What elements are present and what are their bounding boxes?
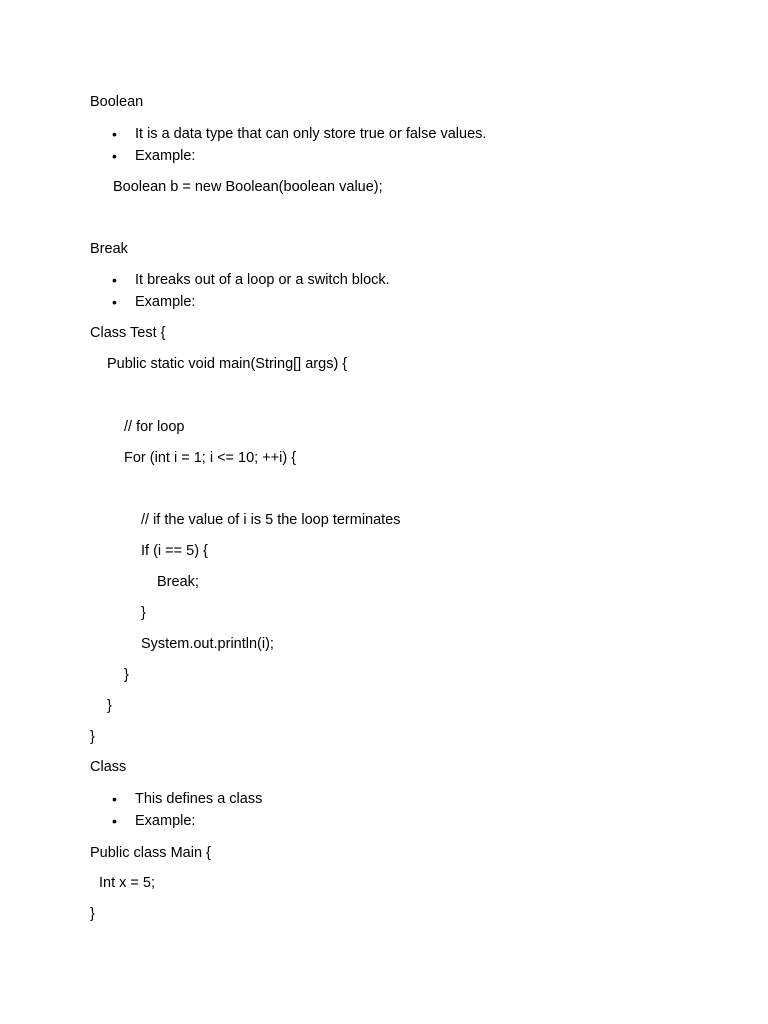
- bullet-icon: •: [112, 126, 117, 142]
- heading-class: Class: [90, 759, 127, 775]
- break-bullet-2: Example:: [135, 294, 196, 310]
- break-code-line: }: [90, 729, 95, 745]
- heading-break: Break: [90, 241, 128, 257]
- bullet-icon: •: [112, 294, 117, 310]
- bullet-icon: •: [112, 813, 117, 829]
- break-code-line: // if the value of i is 5 the loop terminates: [141, 512, 401, 528]
- break-code-line: }: [107, 698, 112, 714]
- bullet-icon: •: [112, 791, 117, 807]
- class-bullet-1: This defines a class: [135, 791, 263, 807]
- break-code-line: }: [124, 667, 129, 683]
- class-code-line: Public class Main {: [90, 845, 211, 861]
- boolean-code-line: Boolean b = new Boolean(boolean value);: [113, 179, 383, 195]
- break-code-line: If (i == 5) {: [141, 543, 208, 559]
- break-bullet-1: It breaks out of a loop or a switch block.: [135, 272, 390, 288]
- boolean-bullet-1: It is a data type that can only store true or false values.: [135, 126, 487, 142]
- break-code-line: }: [141, 605, 146, 621]
- bullet-icon: •: [112, 148, 117, 164]
- class-code-line: Int x = 5;: [99, 875, 156, 891]
- break-code-line: Public static void main(String[] args) {: [107, 356, 348, 372]
- class-code-line: }: [90, 906, 95, 922]
- break-code-line: Break;: [157, 574, 199, 590]
- heading-boolean: Boolean: [90, 94, 144, 110]
- break-code-line: System.out.println(i);: [141, 636, 274, 652]
- break-code-line: // for loop: [124, 419, 185, 435]
- boolean-bullet-2: Example:: [135, 148, 196, 164]
- bullet-icon: •: [112, 272, 117, 288]
- break-code-line: Class Test {: [90, 325, 166, 341]
- break-code-line: For (int i = 1; i <= 10; ++i) {: [124, 450, 297, 466]
- class-bullet-2: Example:: [135, 813, 196, 829]
